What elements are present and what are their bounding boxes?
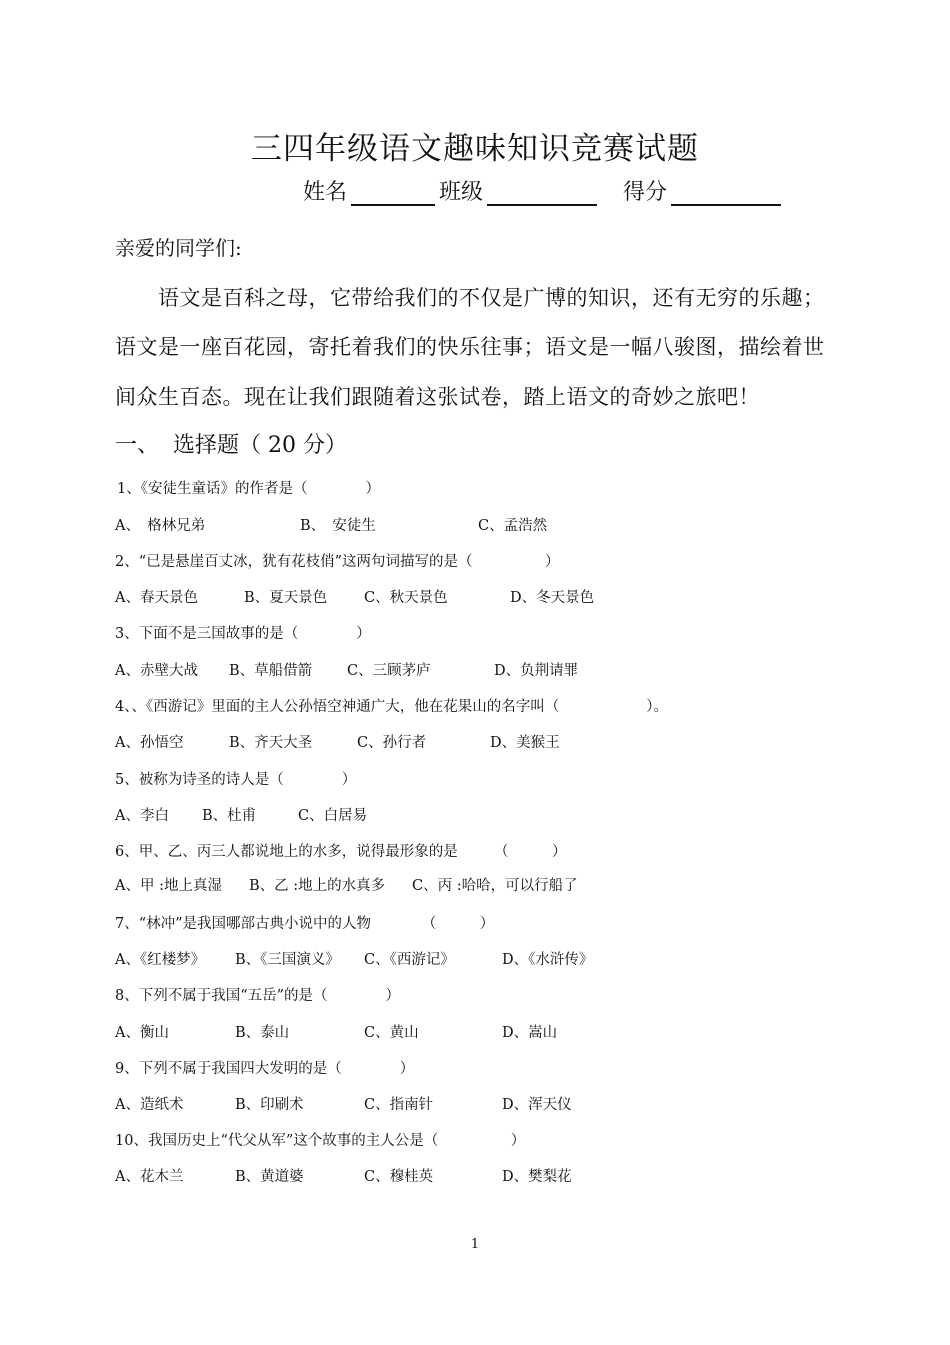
option-2b[interactable]: B、夏天景色 bbox=[244, 590, 328, 606]
option-10d[interactable]: D、樊梨花 bbox=[502, 1169, 572, 1185]
option-4c[interactable]: C、孙行者 bbox=[357, 735, 427, 751]
option-3b[interactable]: B、草船借箭 bbox=[229, 663, 313, 679]
question-5: 5、被称为诗圣的诗人是（ ） bbox=[115, 772, 357, 788]
page-title: 三四年级语文趣味知识竞赛试题 bbox=[251, 131, 699, 167]
option-6a[interactable]: A、甲 :地上真湿 bbox=[115, 878, 222, 894]
option-5a[interactable]: A、李白 bbox=[115, 808, 169, 824]
option-9d[interactable]: D、浑天仪 bbox=[502, 1097, 572, 1113]
option-4b[interactable]: B、齐天大圣 bbox=[229, 735, 313, 751]
page-number: 1 bbox=[470, 1237, 480, 1252]
question-10: 10、我国历史上“代父从军”这个故事的主人公是（ ） bbox=[115, 1133, 526, 1149]
name-label: 姓名 bbox=[303, 180, 348, 205]
question-1: 1、《安徒生童话》的作者是（ ） bbox=[117, 481, 380, 497]
name-blank[interactable] bbox=[351, 178, 435, 206]
option-1c[interactable]: C、孟浩然 bbox=[478, 518, 548, 534]
question-9: 9、下列不属于我国四大发明的是（ ） bbox=[115, 1061, 415, 1077]
option-8b[interactable]: B、泰山 bbox=[235, 1025, 290, 1041]
intro-line: 间众生百态。现在让我们跟随着这张试卷，踏上语文的奇妙之旅吧！ bbox=[115, 385, 760, 409]
student-info-line bbox=[303, 175, 601, 206]
option-7d[interactable]: D、《水浒传》 bbox=[502, 952, 594, 968]
option-6b[interactable]: B、乙 :地上的水真多 bbox=[249, 878, 386, 894]
option-3d[interactable]: D、负荆请罪 bbox=[494, 663, 579, 679]
option-5b[interactable]: B、杜甫 bbox=[202, 808, 257, 824]
option-8d[interactable]: D、嵩山 bbox=[502, 1025, 558, 1041]
option-1a[interactable]: A、 格林兄弟 bbox=[115, 518, 206, 534]
option-4d[interactable]: D、美猴王 bbox=[490, 735, 560, 751]
option-8a[interactable]: A、衡山 bbox=[115, 1025, 169, 1041]
option-3a[interactable]: A、赤壁大战 bbox=[115, 663, 198, 679]
option-10b[interactable]: B、黄道婆 bbox=[235, 1169, 304, 1185]
score-label: 得分 bbox=[623, 180, 668, 205]
question-3: 3、下面不是三国故事的是（ ） bbox=[115, 626, 371, 642]
option-8c[interactable]: C、黄山 bbox=[364, 1025, 419, 1041]
question-7: 7、“林冲”是我国哪部古典小说中的人物 （ ） bbox=[115, 916, 495, 932]
option-6c[interactable]: C、丙 :哈哈，可以行船了 bbox=[412, 878, 578, 894]
section-heading bbox=[115, 428, 347, 459]
option-7c[interactable]: C、《西游记》 bbox=[364, 952, 455, 968]
option-9c[interactable]: C、指南针 bbox=[364, 1097, 434, 1113]
option-5c[interactable]: C、白居易 bbox=[298, 808, 368, 824]
option-2d[interactable]: D、冬天景色 bbox=[510, 590, 595, 606]
question-4: 4、、《西游记》里面的主人公孙悟空神通广大，他在花果山的名字叫（ ）。 bbox=[115, 699, 668, 715]
option-2a[interactable]: A、春天景色 bbox=[115, 590, 198, 606]
question-6: 6、甲、乙、丙三人都说地上的水多，说得最形象的是 （ ） bbox=[115, 844, 567, 860]
option-9a[interactable]: A、造纸术 bbox=[115, 1097, 184, 1113]
option-7b[interactable]: B、《三国演义》 bbox=[235, 952, 340, 968]
option-3c[interactable]: C、三顾茅庐 bbox=[347, 663, 431, 679]
option-4a[interactable]: A、孙悟空 bbox=[115, 735, 184, 751]
section-title: 选择题（ 20 分） bbox=[173, 433, 347, 458]
option-10c[interactable]: C、穆桂英 bbox=[364, 1169, 434, 1185]
question-8: 8、下列不属于我国“五岳”的是（ ） bbox=[115, 988, 401, 1004]
option-10a[interactable]: A、花木兰 bbox=[115, 1169, 184, 1185]
option-2c[interactable]: C、秋天景色 bbox=[364, 590, 448, 606]
score-info bbox=[623, 175, 785, 206]
option-9b[interactable]: B、印刷术 bbox=[235, 1097, 304, 1113]
option-1b[interactable]: B、 安徒生 bbox=[300, 518, 376, 534]
class-blank[interactable] bbox=[487, 178, 597, 206]
option-7a[interactable]: A、《红楼梦》 bbox=[115, 952, 206, 968]
score-blank[interactable] bbox=[671, 178, 781, 206]
section-number: 一、 bbox=[115, 433, 160, 458]
greeting: 亲爱的同学们: bbox=[115, 236, 242, 260]
class-label: 班级 bbox=[439, 180, 484, 205]
intro-line: 语文是百科之母，它带给我们的不仅是广博的知识，还有无穷的乐趣； bbox=[158, 286, 825, 310]
intro-line: 语文是一座百花园，寄托着我们的快乐往事；语文是一幅八骏图，描绘着世 bbox=[115, 335, 825, 359]
question-2: 2、“已是悬崖百丈冰，犹有花枝俏”这两句词描写的是（ ） bbox=[115, 554, 560, 570]
